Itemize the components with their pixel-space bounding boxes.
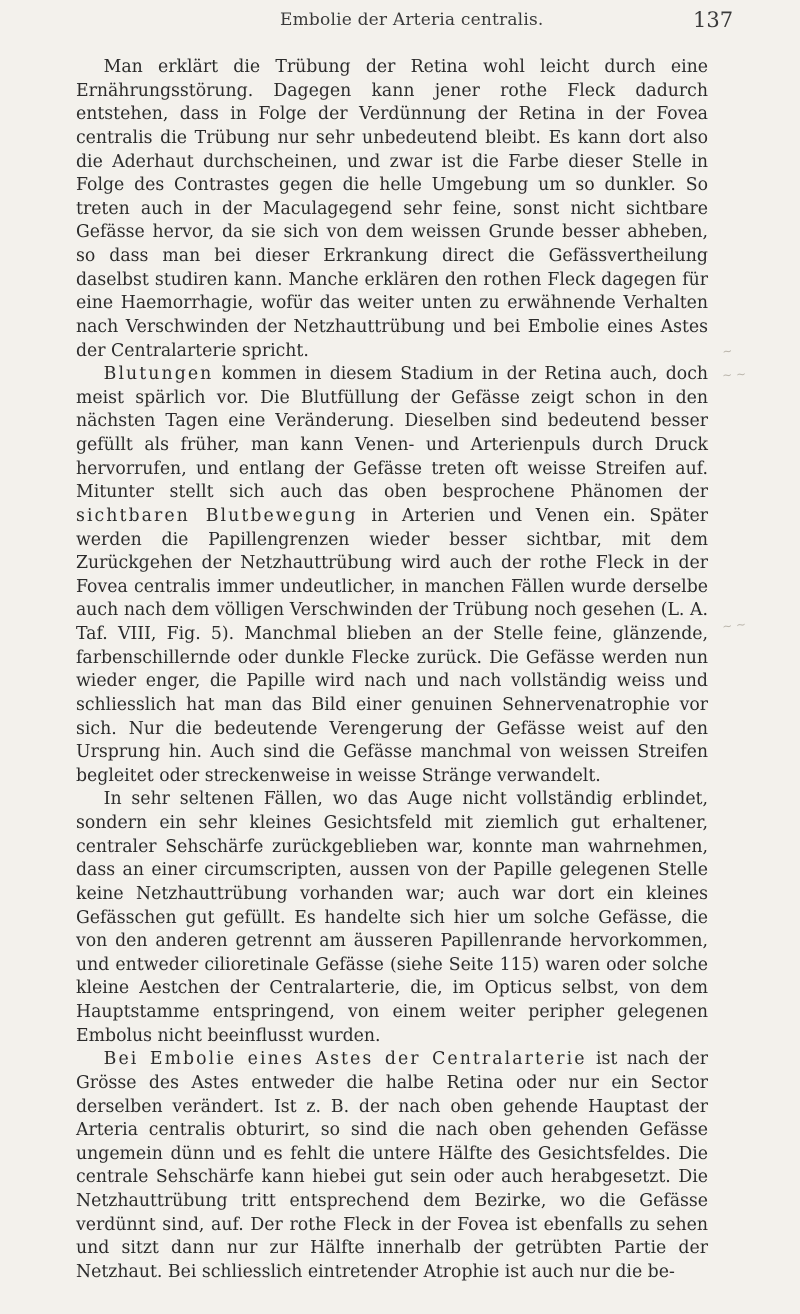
- paragraph: [76, 788, 708, 1048]
- paragraph: [76, 1048, 708, 1284]
- running-head: Embolie der Arteria centralis.: [280, 10, 544, 30]
- text-run: Man erklärt die Trübung der Retina wohl leicht durch eine Ernährungsstörung. Dagegen kann jener rothe Fleck dadurch entstehen, dass in Folge der Verdünnung der Retina in der Fovea centralis die Trübung nur sehr unbedeutend bleibt. Es kann dort also die Aderhaut durchscheinen, und zwar ist die Farbe dieser Stelle in Folge des Contrastes gegen die helle Umgebung um so dunkler. So treten auch in der Maculagegend sehr feine, sonst nicht sichtbare Gefässe hervor, da sie sich von dem weissen Grunde besser abheben, so dass man bei dieser Erkrankung direct die Gefässvertheilung daselbst studiren kann. Manche erklären den rothen Fleck dagegen für eine Haemorrhagie, wofür das weiter unten zu erwähnende Verhalten nach Verschwinden der Netzhauttrübung und bei Embolie eines Astes der Centralarterie spricht.: [76, 57, 708, 361]
- paragraph: [76, 56, 708, 363]
- margin-pencil-mark: ~ ~: [721, 366, 747, 383]
- page-number: 137: [693, 8, 734, 32]
- text-run: kommen in diesem Stadium in der Retina auch, doch meist spärlich vor. Die Blutfüllung der Gefässe zeigt schon in den nächsten Tagen eine Veränderung. Dieselben sind bedeutend besser gefüllt als früher, man kann Venen- und Arterienpuls durch Druck hervorrufen, und entlang der Gefässe treten oft weisse Streifen auf. Mitunter stellt sich auch das oben besprochene Phänomen der: [76, 364, 708, 503]
- margin-pencil-mark: ~ ~: [721, 617, 747, 634]
- paragraph: [76, 363, 708, 788]
- text-run: ist nach der Grösse des Astes entweder die halbe Retina oder nur ein Sector derselben verändert. Ist z. B. der nach oben gehende Hauptast der Arteria centralis obturirt, so sind die nach oben gehenden Gefässe ungemein dünn und es fehlt die untere Hälfte des Gesichtsfeldes. Die centrale Sehschärfe kann hiebei gut sein oder auch herabgesetzt. Die Netzhauttrübung tritt entsprechend dem Bezirke, wo die Gefässe verdünnt sind, auf. Der rothe Fleck in der Fovea ist ebenfalls zu sehen und sitzt dann nur zur Hälfte innerhalb der getrübten Partie der Netzhaut. Bei schliesslich eintretender Atrophie ist auch nur die be-: [76, 1049, 708, 1282]
- spaced-term: sichtbaren Blutbewegung: [76, 505, 358, 526]
- spaced-term: Blutungen: [103, 364, 214, 385]
- text-run: In sehr seltenen Fällen, wo das Auge nicht vollständig erblindet, sondern ein sehr kleines Gesichtsfeld mit ziemlich gut erhaltener, centraler Sehschärfe zurückgeblieben war, konnte man wahrnehmen, dass an einer circumscripten, aussen von der Papille gelegenen Stelle keine Netzhauttrübung vorhanden war; auch war dort ein kleines Gefässchen gut gefüllt. Es handelte sich hier um solche Gefässe, die von den anderen getrennt am äusseren Papillenrande hervorkommen, und entweder cilioretinale Gefässe (siehe Seite 115) waren oder solche kleine Aestchen der Centralarterie, die, im Opticus selbst, von dem Hauptstamme entspringend, von einem weiter peripher gelegenen Embolus nicht beeinflusst wurden.: [76, 789, 708, 1046]
- margin-pencil-mark: ~: [721, 343, 734, 359]
- body-text: [76, 56, 708, 1285]
- text-run: in Arterien und Venen ein. Später werden die Papillengrenzen wieder besser sichtbar, mit dem Zurückgehen der Netzhauttrübung wird auch der rothe Fleck in der Fovea centralis immer undeutlicher, in manchen Fällen wurde derselbe auch nach dem völligen Verschwinden der Trübung noch gesehen (L. A. Taf. VIII, Fig. 5). Manchmal blieben an der Stelle feine, glänzende, farbenschillernde oder dunkle Flecke zurück. Die Gefässe werden nun wieder enger, die Papille wird nach und nach vollständig weiss und schliesslich hat man das Bild einer genuinen Sehnervenatrophie vor sich. Nur die bedeutende Verengerung der Gefässe weist auf den Ursprung hin. Auch sind die Gefässe manchmal von weissen Streifen begleitet oder streckenweise in weisse Stränge verwandelt.: [76, 505, 708, 786]
- spaced-term: Bei: [103, 1049, 150, 1070]
- spaced-term: Embolie eines Astes der Centralarterie: [149, 1049, 587, 1070]
